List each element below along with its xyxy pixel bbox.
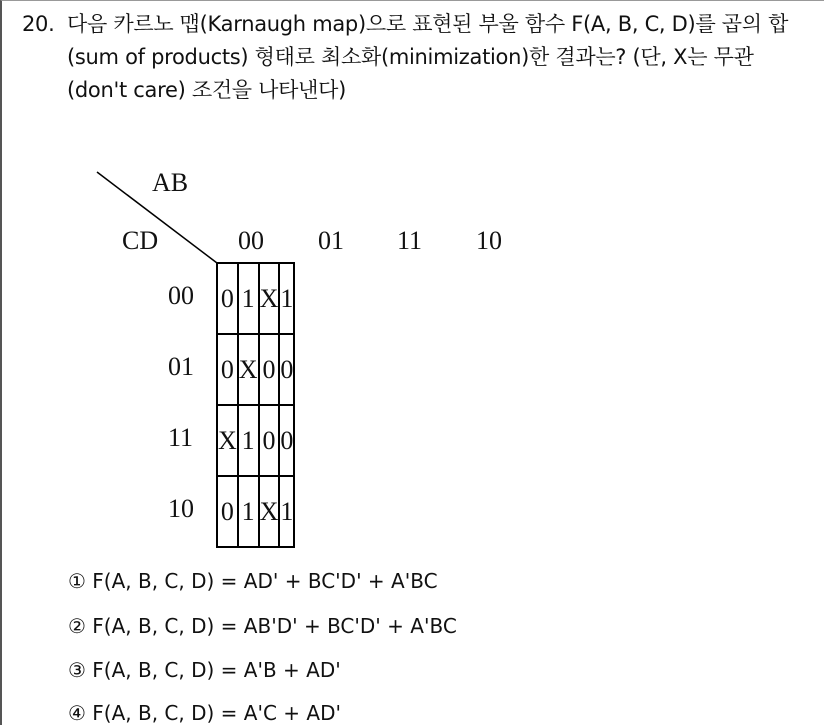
- kmap-col-var: AB: [152, 168, 189, 197]
- option-4[interactable]: [68, 701, 341, 725]
- kmap-cell: 1: [238, 476, 259, 547]
- kmap-cell: 1: [279, 476, 294, 547]
- kmap-cell: 0: [217, 476, 238, 547]
- kmap-cell: X: [217, 405, 238, 476]
- kmap-row-label: 00: [168, 281, 194, 310]
- option-marker: ③: [68, 658, 86, 682]
- kmap-row-var: CD: [122, 226, 159, 255]
- option-2[interactable]: [68, 614, 457, 638]
- question-text: 다음 카르노 맵(Karnaugh map)으로 표현된 부울 함수 F(A, B, C, D)를 곱의 합(sum of products) 형태로 최소화(minimization)한 결과는? (단, X는 무관(don't care) 조건을 나타낸다): [67, 12, 789, 102]
- kmap-cell: X: [238, 334, 259, 405]
- kmap-row: [217, 476, 294, 547]
- kmap-cell: 1: [279, 263, 294, 334]
- kmap-grid: [216, 262, 295, 548]
- option-3[interactable]: [68, 658, 341, 682]
- option-text: F(A, B, C, D) = AD' + BC'D' + A'BC: [92, 569, 438, 593]
- kmap-cell: X: [259, 476, 280, 547]
- kmap-row-label: 11: [168, 423, 194, 452]
- option-marker: ②: [68, 614, 86, 638]
- option-marker: ④: [68, 701, 86, 725]
- kmap-cell: 0: [259, 405, 280, 476]
- kmap-row-label: 10: [168, 494, 194, 523]
- kmap-cell: 0: [217, 263, 238, 334]
- kmap-cell: 0: [217, 334, 238, 405]
- option-text: F(A, B, C, D) = A'C + AD': [92, 701, 341, 725]
- option-text: F(A, B, C, D) = A'B + AD': [92, 658, 341, 682]
- question-number: 20.: [22, 12, 55, 36]
- kmap-cell: 0: [259, 334, 280, 405]
- option-text: F(A, B, C, D) = AB'D' + BC'D' + A'BC: [92, 614, 457, 638]
- option-marker: ①: [68, 569, 86, 593]
- kmap-row-label: 01: [168, 352, 194, 381]
- kmap-col-label: 11: [397, 226, 423, 255]
- kmap-col-label: 10: [476, 226, 502, 255]
- kmap-col-label: 01: [318, 226, 344, 255]
- kmap-row: [217, 263, 294, 334]
- kmap-col-label: 00: [238, 226, 264, 255]
- kmap-row: [217, 405, 294, 476]
- kmap-cell: X: [259, 263, 280, 334]
- kmap-row: [217, 334, 294, 405]
- kmap-cell: 1: [238, 263, 259, 334]
- option-1[interactable]: [68, 569, 438, 593]
- kmap-cell: 0: [279, 405, 294, 476]
- kmap-cell: 0: [279, 334, 294, 405]
- kmap-cell: 1: [238, 405, 259, 476]
